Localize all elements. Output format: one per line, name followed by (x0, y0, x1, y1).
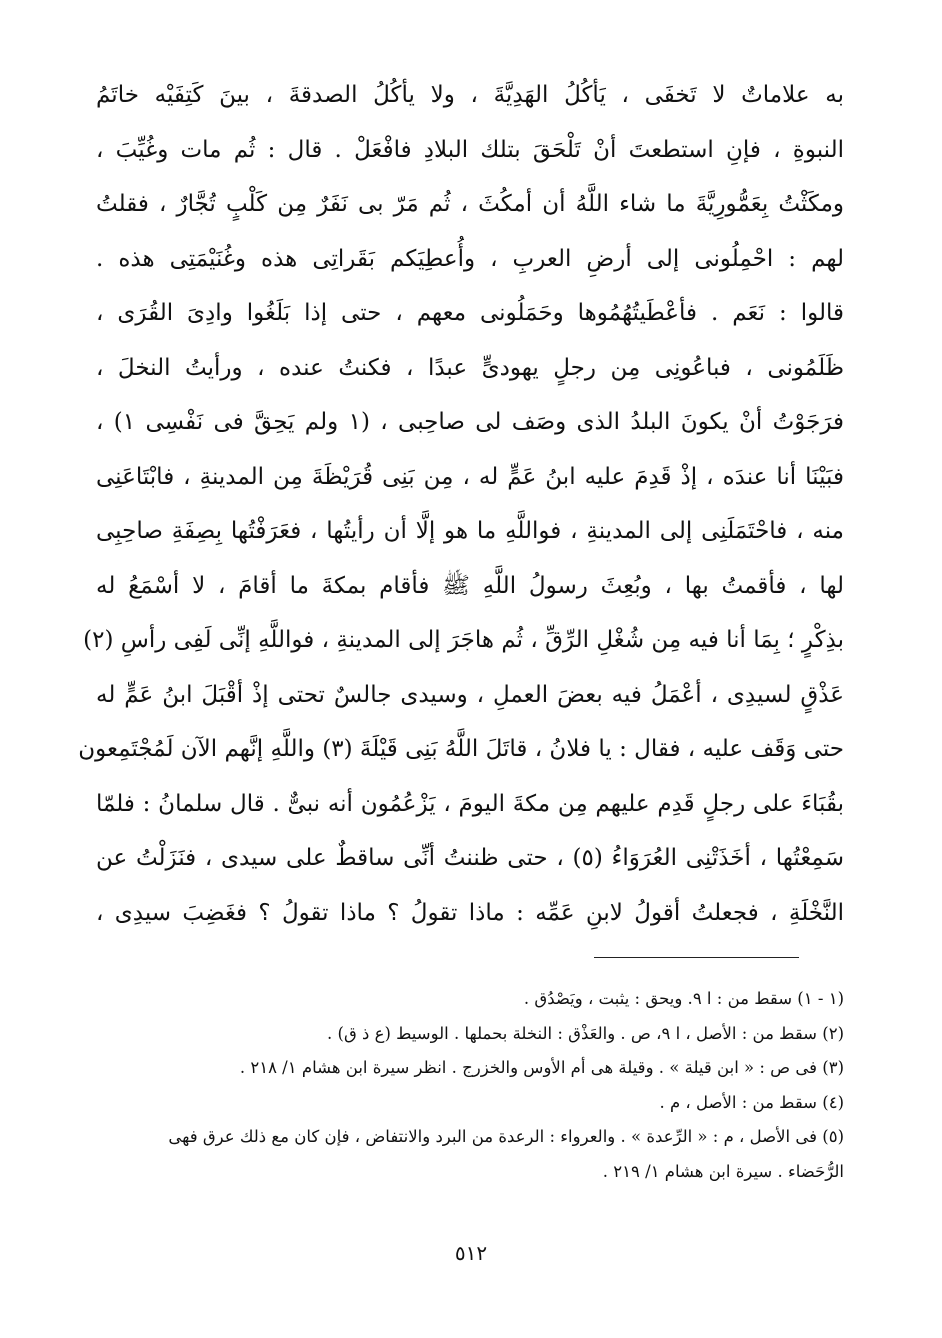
footnote: (٢) سقط من : الأصل ، ا ٩، ص . والعَذْق : النخلة بحملها . الوسيط (ع ذ ق) . (327, 1023, 844, 1043)
text-line: به علاماتٌ لا تَخفَى ، يَأكُلُ الهَدِيَّةَ ، ولا يأكُلُ الصدقةَ ، بينَ كَتِفَيْه خاتَمُ (96, 82, 844, 108)
text-line: ظَلَمُونى ، فباعُونِى مِن رجلٍ يهودىٍّ عبدًا ، فكنتُ عنده ، ورأيتُ النخلَ ، (96, 354, 844, 381)
text-line: سَمِعْتُها ، أخَذَتْنِى العُرَوَاءُ (٥) ، حتى ظننتُ أنِّى ساقطٌ على سيدى ، فنَزَلْتُ عن (96, 845, 844, 871)
footnote: الرُّحَضاء . سيرة ابن هشام ١/ ٢١٩ . (602, 1161, 844, 1181)
text-line: النبوةِ ، فإنِ استطعتَ أنْ تَلْحَقَ بتلك البلادِ فافْعَلْ . قال : ثُم مات وغُيِّبَ ، (96, 136, 844, 163)
footnote: (٣) فى ص : « ابن قيلة » . وقيلة هى أم الأوس والخزرج . انظر سيرة ابن هشام ١/ ٢١٨ . (239, 1058, 844, 1077)
main-text (78, 68, 845, 940)
text-line: لها ، فأقمتُ بها ، وبُعِثَ رسولُ اللَّهِ ﷺ فأقام بمكةَ ما أقامَ ، لا أسْمَعُ له (96, 572, 844, 599)
text-line: فبَيْنَا أنا عندَه ، إذْ قَدِمَ عليه ابنُ عَمٍّ له ، مِن بَنِى قُرَيْظَةَ مِن المدينةِ ، فابْتَاعَنِى (96, 463, 844, 490)
footnote: (٤) سقط من : الأصل ، م . (659, 1092, 844, 1112)
text-line: لهم : احْمِلُونى إلى أرضِ العربِ ، وأُعطِيَكم بَقَراتِى هذه وغُنَيْمَتِى هذه . (96, 245, 844, 272)
text-line: حتى وَقَف عليه ، فقال : يا فلانُ ، قاتَلَ اللَّهُ بَنِى قَيْلَةَ (٣) واللَّهِ إنَّهم الآن لَمُجْتَمِعون (78, 736, 844, 762)
footnote: (٥) فى الأصل ، م : « الرِّعدة » . والعرواء : الرعدة من البرد والانتفاض ، فإن كان مع ذلك عرق فهى (168, 1127, 844, 1146)
text-line: بقُبَاءَ على رجلٍ قَدِم عليهم مِن مكةَ اليومَ ، يَزْعُمُون أنه نبىٌّ . قال سلمانُ : فلمّا (96, 790, 844, 817)
text-line: بذِكْرٍ ؛ بِمَا أنا فيه مِن شُغْلِ الرِّقِّ ، ثُم هاجَرَ إلى المدينةِ ، فواللَّهِ إنِّى لَفِى رأسِ (٢) (83, 627, 844, 653)
footnote: (١ - ١) سقط من : ا ٩. ويحق : يثبت ، ويَصْدُق . (523, 989, 844, 1008)
footnote-divider (594, 957, 799, 958)
text-line: قالوا : نَعَم . فأعْطَيتُهُمُوها وحَمَلُونى معهم ، حتى إذا بَلَغُوا وادِىَ القُرَى ، (96, 300, 844, 326)
text-line: ومكَثْتُ بِعَمُّورِيَّةَ ما شاء اللَّهُ أن أمكُثَ ، ثُم مَرّ بى نَفَرٌ مِن كَلْبٍ تُجَّارٌ ، فقلتُ (96, 191, 844, 217)
text-line: منه ، فاحْتَمَلَنِى إلى المدينةِ ، فواللَّهِ ما هو إلَّا أن رأيتُها ، فعَرَفْتُها بِصِفَةِ صاحِبِى (96, 518, 844, 544)
text-line: فرَجَوْتُ أنْ يكونَ البلدُ الذى وصَف لى صاحِبى ، (١ ولم يَحِقَّ فى نَفْسِى ١) ، (96, 409, 845, 435)
page-number: ٥١٢ (454, 1241, 488, 1265)
text-line: النَّخْلَةِ ، فجعلتُ أقولُ لابنِ عَمِّه : ماذا تقولُ ؟ ماذا تقولُ ؟ فغَضِبَ سيدِى ، (96, 899, 844, 926)
footnotes (96, 982, 844, 1189)
text-line: عَذْقٍ لسيدِى ، أعْمَلُ فيه بعضَ العملِ ، وسيدى جالسٌ تحتى إذْ أقْبَلَ ابنُ عَمٍّ له (96, 681, 844, 708)
